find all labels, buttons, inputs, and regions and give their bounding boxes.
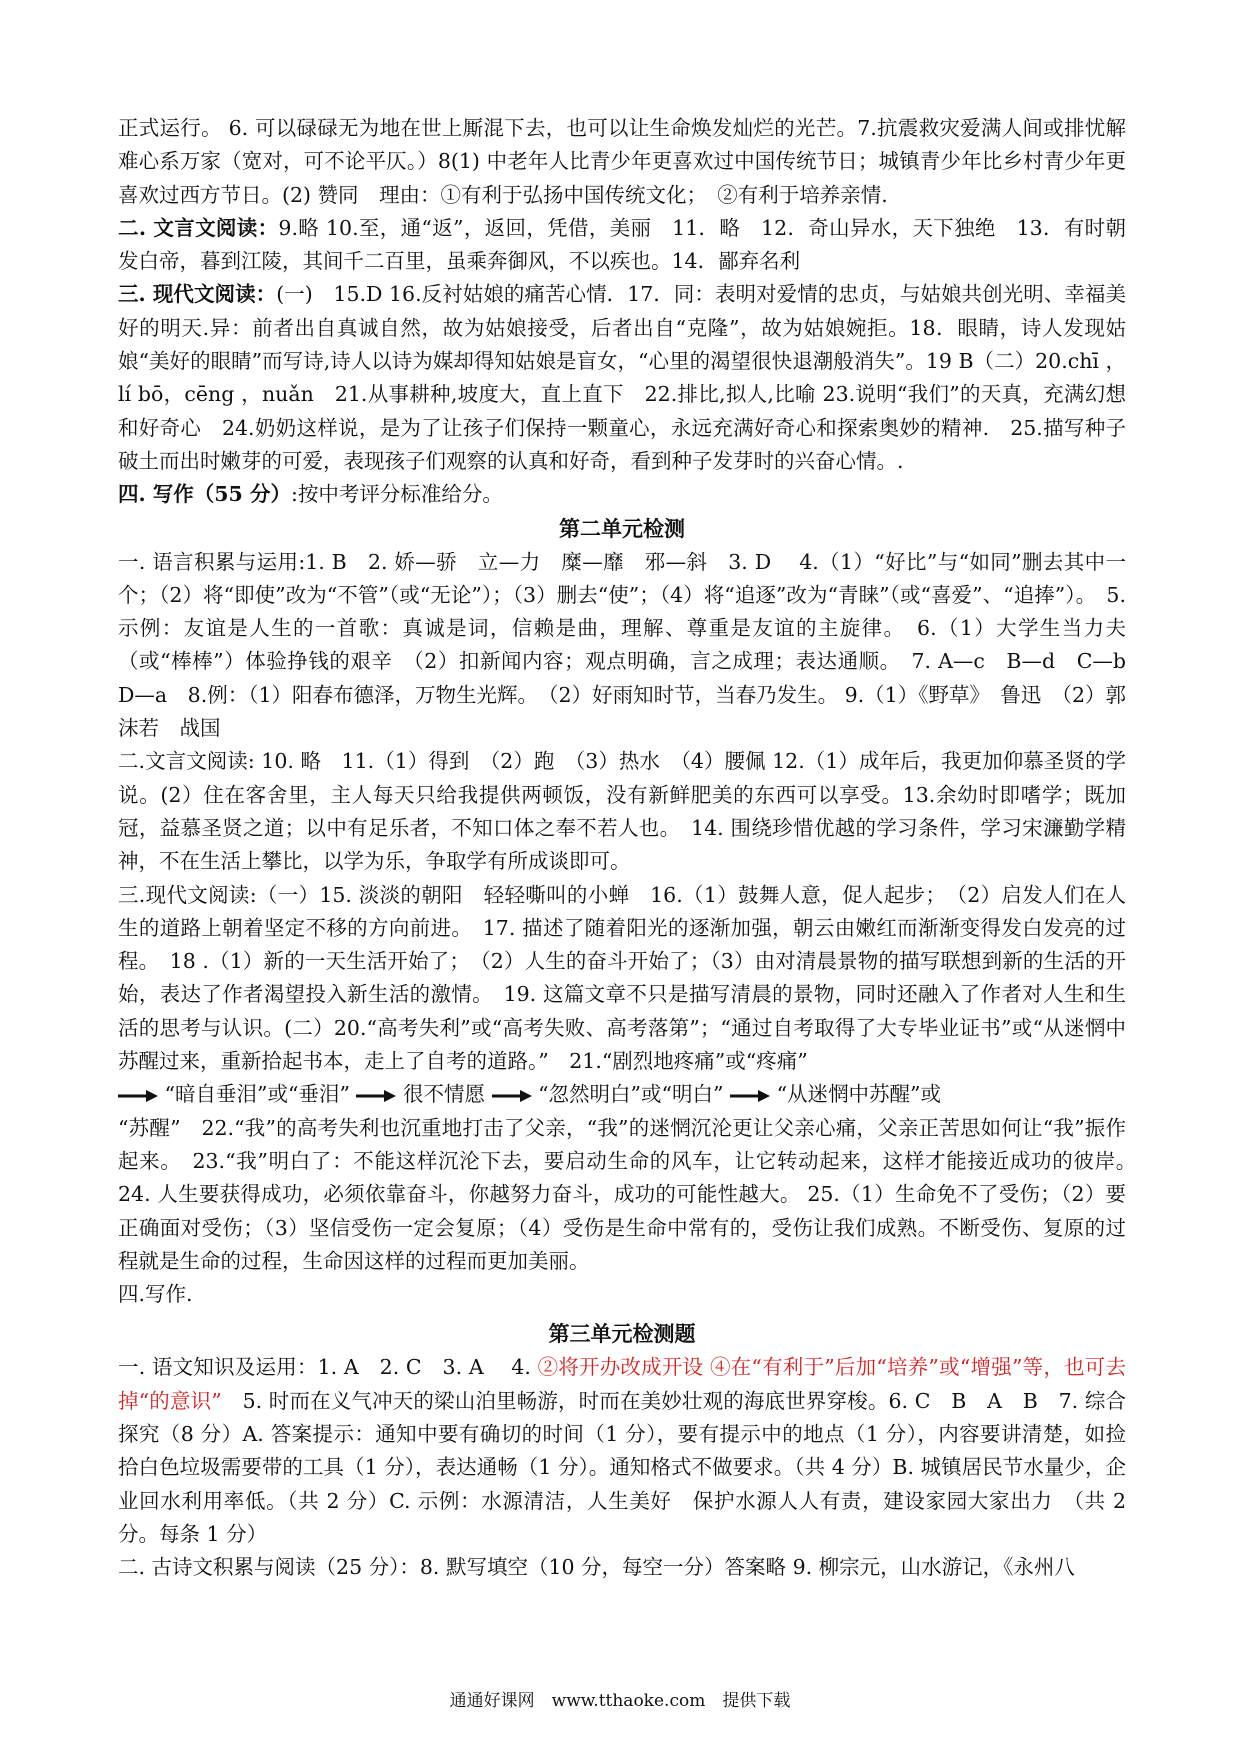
answer-page	[118, 112, 1147, 1584]
arrow-right-icon	[492, 1088, 532, 1104]
writing-text: :按中考评分标准给分。	[290, 482, 503, 507]
unit-2-part-4: “苏醒” 22.“我”的高考失利也沉重地打击了父亲，“我”的迷惘沉沦更让父亲心痛，父亲正苦思如何让“我”振作起来。 23.“我”明白了：不能这样沉沦下去，要启动生命的风车，让它转动起来，这样才能接近成功的彼岸。 24. 人生要获得成功，必须依靠奋斗，你越努力奋斗，成功的可能性越大。 25.（1）生命免不了受伤；（2）要正确面对受伤；（3）坚信受伤一定会复原；（4）受伤是生命中常有的，受伤让我们成熟。不断受伤、复原的过程就是生命的过程，生命因这样的过程而更加美丽。	[118, 1115, 1147, 1273]
footer-source: 通通好课网 www.tthaoke.com 提供下载	[449, 1691, 791, 1711]
arrow-right-icon	[356, 1088, 396, 1104]
section-1-continuation: 正式运行。 6. 可以碌碌无为地在世上厮混下去，也可以让生命焕发灿烂的光芒。7.抗震救灾爱满人间或排忧解难心系万家（宽对，可不论平仄。）8(1) 中老年人比青少年更喜欢过中国传统节日；城镇青少年比乡村青少年更喜欢过西方节日。(2) 赞同 理由：①有利于弘扬中国传统文化； ②有利于培养亲情.	[118, 116, 1126, 207]
arrow-item-2: 很不情愿	[403, 1082, 486, 1107]
unit-3-part-1-rest: 5. 时而在义气冲天的梁山泊里畅游，时而在美妙壮观的海底世界穿梭。6. C B A B 7. 综合探究（8 分）A. 答案提示：通知中要有确切的时间（1 分），要有提示中的地点（1 分），内容要讲清楚，如捡拾白色垃圾需要带的工具（1 分），表达通畅（1 分）。通知格式不做要求。（共 4 分）B. 城镇居民节水量少，企业回水利用率低。（共 2 分）C. 示例：水源清洁，人生美好 保护水源人人有责，建设家园大家出力 （共 2 分。每条 1 分）	[118, 1388, 1126, 1546]
unit-2-part-5: 四.写作.	[118, 1282, 193, 1307]
modern-reading-label: 三. 现代文阅读：	[118, 282, 277, 307]
unit-2-part-1: 一. 语言积累与运用:1. B 2. 娇—骄 立—力 糜—靡 邪—斜 3. D 4.（1）“好比”与“如同”删去其中一个；（2）将“即使”改为“不管”（或“无论”）；（3）删去“使”；（4）将“追逐”改为“青睐”（或“喜爱”、“追捧”）。 5. 示例：友谊是人生的一首歌：真诚是词，信赖是曲，理解、尊重是友谊的主旋律。 6.（1）大学生当力夫（或“棒棒”）体验挣钱的艰辛 （2）扣新闻内容；观点明确，言之成理；表达通顺。 7. A—c B—d C—b D—a 8.例：（1）阳春布德泽，万物生光辉。 （2）好雨知时节，当春乃发生。 9.（1）《野草》 鲁迅 （2）郭沫若 战国	[118, 549, 1147, 741]
classical-reading	[118, 212, 1126, 279]
unit-3-title: 第三单元检测题	[548, 1321, 696, 1347]
unit-3-part-1	[118, 1351, 1126, 1551]
arrow-right-icon	[118, 1088, 158, 1104]
arrow-item-1: “暗自垂泪”或“垂泪”	[164, 1082, 350, 1107]
emotion-arrow-chain	[118, 1078, 1126, 1111]
unit-3-part-2: 二. 古诗文积累与阅读（25 分）：8. 默写填空（10 分，每空一分）答案略 9. 柳宗元，山水游记，《永州八	[118, 1555, 1075, 1580]
modern-reading-text: (一) 15.D 16.反衬姑娘的痛苦心情．17．同：表明对爱情的忠贞，与姑娘共创光明、幸福美好的明天.异：前者出自真诚自然，故为姑娘接受，后者出自“克隆”，故为姑娘婉拒。18．眼睛，诗人发现姑娘“美好的眼睛”而写诗,诗人以诗为媒却得知姑娘是盲女，“心里的渴望很快退潮般消失”。19 B（二）20.chī ，lí bō，cēng ，nuǎn 21.从事耕种,坡度大，直上直下 22.排比,拟人,比喻 23.说明“我们”的天真，充满幻想和好奇心 24.奶奶这样说，是为了让孩子们保持一颗童心，永远充满好奇心和探索奥妙的精神. 25.描写种子破土而出时嫩芽的可爱，表现孩子们观察的认真和好奇，看到种子发芽时的兴奋心情。.	[118, 282, 1126, 473]
unit-2-part-2: 二.文言文阅读: 10. 略 11.（1）得到 （2）跑 （3）热水 （4）腰佩 12.（1）成年后，我更加仰慕圣贤的学说。(2）住在客舍里，主人每天只给我提供两顿饭，没有新鲜肥美的东西可以享受。13.余幼时即嗜学；既加冠，益慕圣贤之道；以中有足乐者，不知口体之奉不若人也。 14. 围绕珍惜优越的学习条件，学习宋濂勤学精神，不在生活上攀比，以学为乐，争取学有所成谈即可。	[118, 749, 1126, 874]
writing-section	[118, 478, 1126, 511]
unit-2-title: 第二单元检测	[559, 515, 685, 541]
arrow-right-icon	[730, 1088, 770, 1104]
classical-reading-label: 二. 文言文阅读：	[118, 215, 279, 240]
unit-3-part-1-start: 一. 语文知识及运用：1. A 2. C 3. A 4.	[118, 1355, 538, 1380]
writing-label: 四. 写作（55 分）	[118, 482, 291, 507]
classical-reading-text: 9.略 10.至，通“返”，返回，凭借，美丽 11．略 12．奇山异水，天下独绝 13．有时朝发白帝，暮到江陵，其间千二百里，虽乘奔御风，不以疾也。14．鄙弃名利	[118, 215, 1126, 274]
unit-3-red-answer: ②将开办改成开设 ④在“有利于”后加“培养”或“增强”等，也可去掉“的意识”	[118, 1355, 1126, 1413]
arrow-item-4: “从迷惘中苏醒”或	[776, 1082, 942, 1107]
arrow-item-3: “忽然明白”或“明白”	[538, 1082, 724, 1107]
unit-2-part-3: 三.现代文阅读:（一）15. 淡淡的朝阳 轻轻嘶叫的小蝉 16.（1）鼓舞人意，促人起步； （2）启发人们在人生的道路上朝着坚定不移的方向前进。 17. 描述了随着阳光的逐渐加强，朝云由嫩红而渐渐变得发白发亮的过程。 18 .（1）新的一天生活开始了； （2）人生的奋斗开始了；（3）由对清晨景物的描写联想到新的生活的开始，表达了作者渴望投入新生活的激情。 19. 这篇文章不只是描写清晨的景物，同时还融入了作者对人生和生活的思考与认识。(二）20.“高考失利”或“高考失败、高考落第”；“通过自考取得了大专毕业证书”或“从迷惘中苏醒过来，重新拾起书本，走上了自考的道路。” 21.“剧烈地疼痛”或“疼痛”	[118, 882, 1126, 1074]
modern-reading	[118, 278, 1126, 478]
